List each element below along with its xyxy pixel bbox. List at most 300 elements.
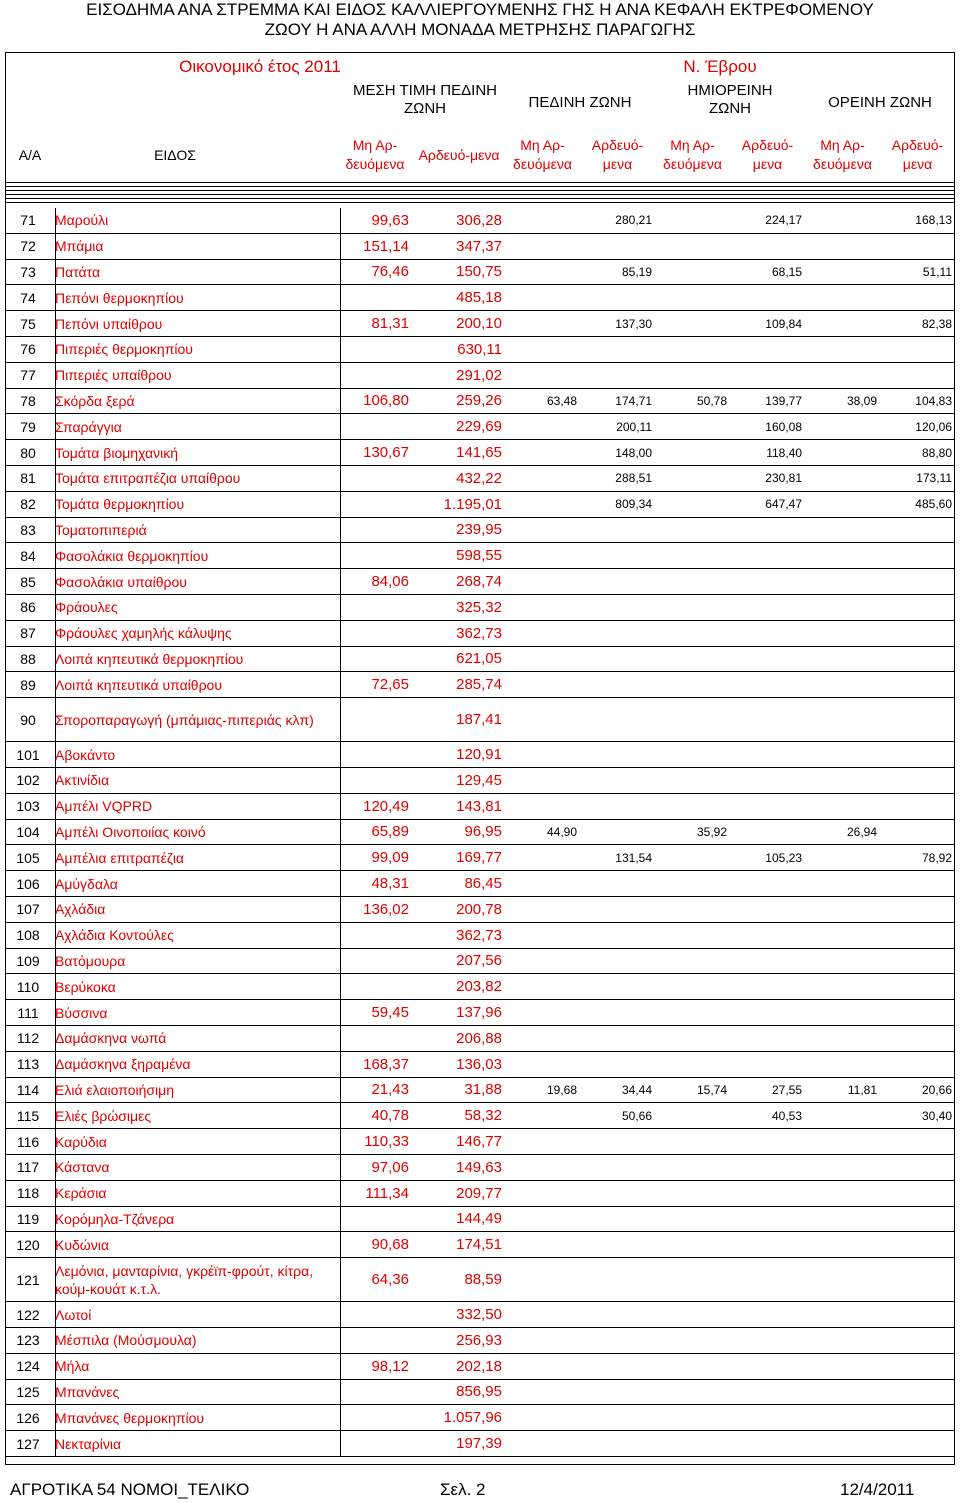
row-value-cell: 21,43	[371, 1081, 409, 1099]
row-value-cell	[880, 595, 955, 620]
row-crop-name: Κεράσια	[55, 1185, 107, 1202]
row-value-cell	[880, 1155, 955, 1180]
row-value-cell	[805, 698, 880, 741]
row-value-cell	[730, 1026, 805, 1051]
subheader-plain-nonirr-1: Μη Αρ-	[520, 137, 565, 153]
zone-semi-header-line1: ΗΜΙΟΡΕΙΝΗ	[687, 82, 773, 99]
row-value-cell	[340, 1207, 412, 1232]
row-value-cell	[505, 1026, 580, 1051]
table-row	[5, 1258, 955, 1302]
row-value-cell: 19,68	[546, 1082, 577, 1097]
row-number: 105	[16, 849, 40, 866]
row-number: 90	[20, 711, 36, 728]
row-crop-name: Τοματοπιπεριά	[55, 521, 147, 538]
row-value-cell: 809,34	[615, 497, 652, 512]
row-crop-name: Λεμόνια, μανταρίνια, γκρέϊπ-φρούτ, κίτρα, κούμ-κουάτ κ.τ.λ.	[55, 1262, 314, 1297]
row-value-cell	[880, 1000, 955, 1025]
row-value-cell	[805, 794, 880, 819]
subheader-semi-nonirr-2: δευόμενα	[663, 156, 722, 172]
row-value-cell	[655, 923, 730, 948]
subheader-mountain-nonirr-2: δευόμενα	[813, 156, 872, 172]
row-value-cell: 291,02	[456, 366, 502, 384]
row-value-cell	[730, 794, 805, 819]
row-value-cell	[340, 923, 412, 948]
row-value-cell: 58,32	[464, 1107, 502, 1125]
row-crop-name: Κορόμηλα-Τζάνερα	[55, 1210, 175, 1227]
row-number: 79	[20, 418, 36, 435]
row-value-cell	[580, 974, 655, 999]
row-value-cell	[655, 1232, 730, 1257]
row-value-cell	[730, 1328, 805, 1353]
row-value-cell	[580, 742, 655, 767]
table-row	[5, 768, 955, 794]
row-number: 86	[20, 599, 36, 616]
row-value-cell: 856,95	[456, 1383, 502, 1401]
row-value-cell: 50,66	[621, 1108, 652, 1123]
row-value-cell	[505, 363, 580, 388]
row-crop-name: Αμύγδαλα	[55, 875, 118, 892]
row-value-cell	[730, 1232, 805, 1257]
table-row	[5, 1380, 955, 1406]
row-crop-name: Φράουλες	[55, 599, 118, 616]
header-rule	[5, 182, 955, 183]
table-row	[5, 621, 955, 647]
row-value-cell	[730, 974, 805, 999]
row-number: 84	[20, 547, 36, 564]
row-value-cell	[655, 1181, 730, 1206]
table-row	[5, 311, 955, 337]
row-value-cell	[340, 1026, 412, 1051]
row-value-cell: 120,49	[363, 797, 409, 815]
row-value-cell: 647,47	[765, 497, 802, 512]
row-value-cell	[880, 1405, 955, 1430]
row-value-cell	[880, 1354, 955, 1379]
row-number: 78	[20, 392, 36, 409]
row-value-cell	[805, 543, 880, 568]
row-crop-name: Μαρούλι	[55, 212, 109, 229]
row-value-cell	[505, 1405, 580, 1430]
row-value-cell	[880, 1302, 955, 1327]
table-row	[5, 337, 955, 363]
row-number: 117	[16, 1159, 40, 1176]
row-value-cell	[340, 337, 412, 362]
row-value-cell: 598,55	[456, 547, 502, 565]
row-value-cell	[880, 949, 955, 974]
row-value-cell: 72,65	[371, 676, 409, 694]
row-value-cell	[655, 1354, 730, 1379]
row-value-cell	[655, 897, 730, 922]
row-value-cell	[505, 208, 580, 233]
row-number: 125	[16, 1383, 40, 1400]
row-value-cell: 432,22	[456, 469, 502, 487]
row-value-cell: 35,92	[696, 824, 727, 839]
row-value-cell	[805, 492, 880, 517]
row-value-cell	[730, 923, 805, 948]
header-rule	[5, 186, 955, 187]
report-title-line2: ΖΩΟΥ Η ΑΝΑ ΑΛΛΗ ΜΟΝΑΔΑ ΜΕΤΡΗΣΗΣ ΠΑΡΑΓΩΓΗΣ	[264, 20, 696, 39]
row-value-cell	[805, 285, 880, 310]
fiscal-year: Οικονομικό έτος 2011	[179, 57, 341, 76]
row-crop-name: Αμπέλι VQPRD	[55, 798, 153, 815]
header-rule	[5, 198, 955, 199]
row-number: 114	[16, 1081, 40, 1098]
row-value-cell	[655, 845, 730, 870]
row-value-cell	[505, 698, 580, 741]
row-value-cell	[505, 923, 580, 948]
row-value-cell	[505, 285, 580, 310]
table-row	[5, 1354, 955, 1380]
row-value-cell	[340, 1431, 412, 1456]
header-rule	[5, 202, 955, 203]
row-value-cell	[655, 440, 730, 465]
row-crop-name: Σκόρδα ξερά	[55, 392, 135, 409]
row-value-cell	[880, 1232, 955, 1257]
table-row	[5, 698, 955, 742]
row-value-cell: 259,26	[456, 392, 502, 410]
row-value-cell	[580, 285, 655, 310]
row-value-cell: 50,78	[696, 393, 727, 408]
row-value-cell	[730, 569, 805, 594]
row-value-cell	[655, 672, 730, 697]
row-value-cell	[580, 1026, 655, 1051]
row-value-cell	[730, 742, 805, 767]
table-row	[5, 1026, 955, 1052]
row-value-cell	[805, 414, 880, 439]
row-crop-name: Τομάτα επιτραπέζια υπαίθρου	[55, 470, 241, 487]
row-value-cell	[580, 1258, 655, 1301]
row-value-cell	[580, 1129, 655, 1154]
row-value-cell	[805, 1026, 880, 1051]
row-value-cell	[880, 363, 955, 388]
zone-average-header-line1: ΜΕΣΗ ΤΙΜΗ ΠΕΔΙΝΗ	[352, 82, 498, 99]
row-crop-name: Τομάτα βιομηχανική	[55, 444, 179, 461]
row-value-cell	[730, 337, 805, 362]
row-value-cell: 621,05	[456, 650, 502, 668]
row-crop-name: Μπανάνες θερμοκηπίου	[55, 1409, 205, 1426]
row-value-cell	[340, 414, 412, 439]
row-value-cell: 362,73	[456, 926, 502, 944]
row-value-cell	[805, 647, 880, 672]
row-value-cell: 85,19	[621, 264, 652, 279]
row-value-cell: 288,51	[615, 471, 652, 486]
header-rule	[5, 190, 955, 191]
row-value-cell	[730, 621, 805, 646]
row-value-cell	[505, 794, 580, 819]
row-value-cell	[730, 1181, 805, 1206]
row-value-cell	[730, 647, 805, 672]
row-value-cell	[505, 1207, 580, 1232]
table-row	[5, 440, 955, 466]
row-value-cell	[880, 285, 955, 310]
table-row	[5, 794, 955, 820]
row-value-cell: 144,49	[456, 1210, 502, 1228]
row-number: 82	[20, 496, 36, 513]
row-value-cell	[505, 311, 580, 336]
row-value-cell: 146,77	[456, 1133, 502, 1151]
row-value-cell	[655, 1000, 730, 1025]
row-crop-name: Δαμάσκηνα ξηραμένα	[55, 1056, 191, 1073]
row-value-cell: 90,68	[371, 1236, 409, 1254]
row-value-cell	[580, 569, 655, 594]
row-value-cell	[655, 1405, 730, 1430]
row-value-cell	[340, 742, 412, 767]
row-value-cell	[340, 1405, 412, 1430]
row-value-cell	[880, 234, 955, 259]
row-value-cell: 1.195,01	[443, 495, 502, 513]
row-value-cell	[505, 440, 580, 465]
row-value-cell: 168,37	[363, 1055, 409, 1073]
row-value-cell: 200,11	[616, 419, 652, 434]
table-row	[5, 285, 955, 311]
row-value-cell	[505, 742, 580, 767]
row-number: 101	[16, 746, 40, 763]
row-crop-name: Βύσσινα	[55, 1004, 108, 1021]
table-row	[5, 897, 955, 923]
row-number: 126	[16, 1409, 40, 1426]
table-row	[5, 466, 955, 492]
row-value-cell	[805, 208, 880, 233]
row-value-cell: 34,44	[621, 1082, 652, 1097]
row-crop-name: Δαμάσκηνα νωπά	[55, 1030, 167, 1047]
row-value-cell: 169,77	[456, 849, 502, 867]
row-value-cell	[655, 1103, 730, 1128]
row-value-cell	[880, 820, 955, 845]
row-value-cell	[880, 337, 955, 362]
row-value-cell	[580, 543, 655, 568]
row-value-cell	[655, 698, 730, 741]
row-crop-name: Κάστανα	[55, 1159, 110, 1176]
row-value-cell	[730, 1258, 805, 1301]
row-value-cell	[880, 698, 955, 741]
row-value-cell	[655, 543, 730, 568]
row-value-cell: 197,39	[456, 1435, 502, 1453]
row-value-cell	[340, 518, 412, 543]
row-value-cell: 209,77	[456, 1184, 502, 1202]
row-value-cell	[805, 1258, 880, 1301]
row-value-cell	[880, 1181, 955, 1206]
row-crop-name: Βατόμουρα	[55, 952, 126, 969]
row-value-cell	[805, 1129, 880, 1154]
row-value-cell	[580, 1328, 655, 1353]
row-value-cell	[580, 698, 655, 741]
row-value-cell: 347,37	[456, 237, 502, 255]
row-value-cell: 76,46	[371, 263, 409, 281]
row-value-cell	[880, 672, 955, 697]
row-value-cell: 332,50	[456, 1306, 502, 1324]
table-row	[5, 1129, 955, 1155]
row-value-cell	[880, 543, 955, 568]
row-value-cell	[805, 518, 880, 543]
row-value-cell	[505, 466, 580, 491]
row-value-cell: 31,88	[464, 1081, 502, 1099]
row-value-cell	[655, 285, 730, 310]
row-value-cell	[730, 1302, 805, 1327]
row-value-cell	[505, 949, 580, 974]
row-value-cell	[655, 768, 730, 793]
row-value-cell	[655, 208, 730, 233]
row-value-cell: 59,45	[371, 1004, 409, 1022]
row-number: 118	[16, 1185, 40, 1202]
row-value-cell	[580, 871, 655, 896]
row-value-cell	[880, 1129, 955, 1154]
row-value-cell	[880, 1207, 955, 1232]
row-crop-name: Πιπεριές υπαίθρου	[55, 367, 172, 384]
row-value-cell: 82,38	[921, 316, 952, 331]
row-value-cell	[805, 363, 880, 388]
row-value-cell: 239,95	[456, 521, 502, 539]
row-number: 121	[16, 1271, 40, 1288]
row-value-cell	[880, 768, 955, 793]
row-value-cell	[655, 621, 730, 646]
row-value-cell: 280,21	[615, 213, 652, 228]
row-value-cell	[580, 518, 655, 543]
row-crop-name: Μπάμια	[55, 238, 104, 255]
row-value-cell: 224,17	[765, 213, 802, 228]
table-row	[5, 923, 955, 949]
row-value-cell	[730, 285, 805, 310]
row-crop-name: Πεπόνι θερμοκηπίου	[55, 289, 184, 306]
row-number: 123	[16, 1332, 40, 1349]
row-number: 89	[20, 676, 36, 693]
row-value-cell	[730, 1155, 805, 1180]
row-value-cell	[880, 647, 955, 672]
row-number: 108	[16, 927, 40, 944]
row-value-cell	[580, 672, 655, 697]
table-row	[5, 1052, 955, 1078]
table-row	[5, 234, 955, 260]
row-value-cell	[655, 1302, 730, 1327]
row-value-cell	[655, 466, 730, 491]
row-crop-name: Φασολάκια θερμοκηπίου	[55, 547, 209, 564]
row-crop-name: Ελιά ελαιοποιήσιμη	[55, 1081, 174, 1098]
row-crop-name: Μπανάνες	[55, 1383, 120, 1400]
row-number: 87	[20, 625, 36, 642]
row-value-cell	[730, 949, 805, 974]
row-value-cell	[505, 518, 580, 543]
row-value-cell: 207,56	[456, 952, 502, 970]
row-value-cell: 86,45	[464, 875, 502, 893]
row-value-cell	[505, 492, 580, 517]
row-value-cell: 229,69	[456, 418, 502, 436]
row-crop-name: Σπαράγγια	[55, 418, 122, 435]
row-value-cell	[505, 595, 580, 620]
row-value-cell	[505, 672, 580, 697]
row-value-cell	[730, 1000, 805, 1025]
subheader-avg-irr: Αρδευό-μενα	[418, 147, 500, 163]
row-number: 76	[20, 341, 36, 358]
table-row	[5, 492, 955, 518]
row-value-cell	[655, 1207, 730, 1232]
row-value-cell	[655, 794, 730, 819]
row-crop-name: Λωτοί	[55, 1306, 92, 1323]
row-number: 71	[20, 212, 36, 229]
row-number: 75	[20, 315, 36, 332]
row-value-cell	[580, 820, 655, 845]
row-value-cell	[505, 1302, 580, 1327]
row-value-cell	[580, 923, 655, 948]
row-crop-name: Πατάτα	[55, 263, 101, 280]
row-value-cell	[805, 974, 880, 999]
row-number: 124	[16, 1358, 40, 1375]
row-value-cell	[655, 363, 730, 388]
row-value-cell: 1.057,96	[443, 1409, 502, 1427]
row-value-cell	[655, 414, 730, 439]
table-row	[5, 595, 955, 621]
row-value-cell	[580, 1405, 655, 1430]
footer-date: 12/4/2011	[840, 1480, 915, 1499]
zone-plain-header: ΠΕΔΙΝΗ ΖΩΝΗ	[528, 94, 632, 111]
table-row	[5, 414, 955, 440]
row-value-cell	[505, 974, 580, 999]
row-value-cell: 150,75	[456, 263, 502, 281]
subheader-plain-irr-2: μενα	[602, 156, 633, 172]
row-crop-name: Ακτινίδια	[55, 772, 110, 789]
row-value-cell	[340, 363, 412, 388]
table-row	[5, 742, 955, 768]
row-value-cell	[655, 518, 730, 543]
row-value-cell: 325,32	[456, 598, 502, 616]
row-value-cell	[880, 742, 955, 767]
row-value-cell	[880, 974, 955, 999]
subheader-semi-irr-1: Αρδευό-	[741, 137, 794, 153]
row-value-cell	[580, 768, 655, 793]
row-value-cell	[340, 974, 412, 999]
row-value-cell	[505, 414, 580, 439]
row-value-cell	[730, 363, 805, 388]
row-value-cell	[340, 1302, 412, 1327]
row-value-cell	[580, 337, 655, 362]
zone-average-header-line2: ΖΩΝΗ	[403, 100, 447, 117]
row-crop-name: Αμπέλια επιτραπέζια	[55, 849, 185, 866]
table-row	[5, 543, 955, 569]
row-value-cell	[505, 1258, 580, 1301]
row-crop-name: Αχλάδια	[55, 901, 106, 918]
row-value-cell	[730, 1380, 805, 1405]
row-crop-name: Αχλάδια Κοντούλες	[55, 927, 174, 944]
row-value-cell	[580, 595, 655, 620]
row-value-cell	[580, 949, 655, 974]
row-value-cell	[805, 672, 880, 697]
row-value-cell	[730, 595, 805, 620]
row-value-cell	[580, 1354, 655, 1379]
row-value-cell	[655, 974, 730, 999]
row-value-cell: 38,09	[846, 393, 877, 408]
row-value-cell	[505, 234, 580, 259]
row-value-cell	[340, 543, 412, 568]
row-value-cell: 97,06	[371, 1158, 409, 1176]
row-value-cell	[730, 1052, 805, 1077]
row-value-cell	[880, 1052, 955, 1077]
column-header-aa: Α/Α	[18, 147, 42, 163]
row-value-cell	[505, 1103, 580, 1128]
row-value-cell	[340, 285, 412, 310]
row-value-cell	[730, 871, 805, 896]
row-number: 120	[16, 1236, 40, 1253]
row-value-cell: 200,78	[456, 900, 502, 918]
row-number: 77	[20, 367, 36, 384]
row-number: 83	[20, 521, 36, 538]
table-row	[5, 1232, 955, 1258]
row-number: 104	[16, 823, 40, 840]
row-value-cell: 230,81	[765, 471, 802, 486]
subheader-mountain-nonirr-1: Μη Αρ-	[820, 137, 865, 153]
row-crop-name: Μήλα	[55, 1358, 90, 1375]
row-crop-name: Πεπόνι υπαίθρου	[55, 315, 163, 332]
footer-page-number: Σελ. 2	[440, 1480, 486, 1499]
row-value-cell	[655, 492, 730, 517]
row-value-cell	[880, 569, 955, 594]
row-value-cell: 26,94	[846, 824, 877, 839]
